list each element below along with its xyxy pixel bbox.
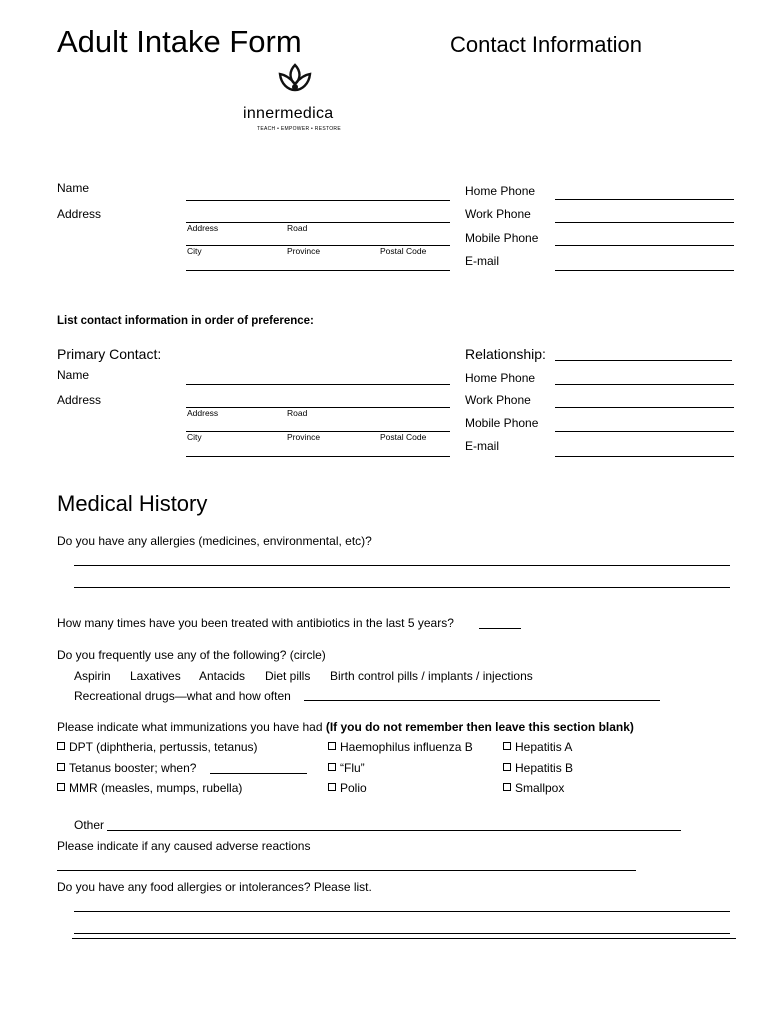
checkbox-smallpox[interactable] xyxy=(503,783,511,791)
checkbox-hepatitis-b[interactable] xyxy=(503,763,511,771)
primary-contact-label: Primary Contact: xyxy=(57,346,162,362)
primary-work-phone-label: Work Phone xyxy=(465,393,531,407)
adverse-reactions-question: Please indicate if any caused adverse reactions xyxy=(57,839,311,853)
section-title-contact: Contact Information xyxy=(450,32,642,57)
email-label: E-mail xyxy=(465,254,500,268)
vaccine-tetanus[interactable] xyxy=(57,761,196,775)
item-laxatives[interactable]: Laxatives xyxy=(130,669,181,683)
primary-sub-label-city: City xyxy=(187,432,202,442)
vaccine-hepatitis-a-label: Hepatitis A xyxy=(515,740,573,754)
brand-name: innermedica xyxy=(243,105,334,122)
vaccine-smallpox-label: Smallpox xyxy=(515,781,565,795)
item-birth-control[interactable]: Birth control pills / implants / injections xyxy=(330,669,533,683)
primary-address-field[interactable] xyxy=(186,407,450,408)
other-field[interactable] xyxy=(107,830,681,831)
adverse-reactions-field[interactable] xyxy=(57,870,636,871)
page-title: Adult Intake Form xyxy=(57,24,302,59)
primary-home-phone-field[interactable] xyxy=(555,384,734,385)
sub-label-province: Province xyxy=(287,246,321,256)
food-allergies-question: Do you have any food allergies or intolerances? Please list. xyxy=(57,880,372,894)
vaccine-smallpox[interactable] xyxy=(503,781,564,795)
checkbox-tetanus[interactable] xyxy=(57,763,65,771)
primary-sub-label-postal-code: Postal Code xyxy=(380,432,427,442)
sub-label-address: Address xyxy=(187,223,219,233)
checkbox-dpt[interactable] xyxy=(57,742,65,750)
antibiotics-question: How many times have you been treated with antibiotics in the last 5 years? xyxy=(57,616,454,630)
relationship-field[interactable] xyxy=(555,360,732,361)
email-field[interactable] xyxy=(555,270,734,271)
primary-sub-label-road: Road xyxy=(287,408,308,418)
home-phone-field[interactable] xyxy=(555,199,734,200)
vaccine-mmr-label: MMR (measles, mumps, rubella) xyxy=(69,781,243,795)
item-antacids[interactable]: Antacids xyxy=(199,669,246,683)
vaccine-flu-label: “Flu” xyxy=(340,761,365,775)
item-aspirin[interactable]: Aspirin xyxy=(74,669,111,683)
vaccine-polio[interactable] xyxy=(328,781,367,795)
frequent-use-question: Do you frequently use any of the following? (circle) xyxy=(57,648,326,662)
primary-postal-field[interactable] xyxy=(186,456,450,457)
recreational-drugs-label: Recreational drugs—what and how often xyxy=(74,689,291,703)
allergies-answer-line-1[interactable] xyxy=(74,565,730,566)
home-phone-label: Home Phone xyxy=(465,184,536,198)
immunizations-note: (If you do not remember then leave this section blank) xyxy=(325,720,634,734)
primary-email-field[interactable] xyxy=(555,456,734,457)
vaccine-mmr[interactable] xyxy=(57,781,242,795)
checkbox-mmr[interactable] xyxy=(57,783,65,791)
checkbox-flu[interactable] xyxy=(328,763,336,771)
vaccine-haemophilus[interactable] xyxy=(328,740,473,754)
vaccine-hepatitis-b[interactable] xyxy=(503,761,573,775)
vaccine-polio-label: Polio xyxy=(340,781,367,795)
sub-label-city: City xyxy=(187,246,202,256)
primary-mobile-phone-label: Mobile Phone xyxy=(465,416,539,430)
postal-field[interactable] xyxy=(186,270,450,271)
vaccine-dpt-label: DPT (diphtheria, pertussis, tetanus) xyxy=(69,740,258,754)
work-phone-field[interactable] xyxy=(555,222,734,223)
preference-instruction: List contact information in order of preference: xyxy=(57,315,314,327)
food-allergies-line-2[interactable] xyxy=(74,933,730,934)
primary-home-phone-label: Home Phone xyxy=(465,371,536,385)
primary-name-label: Name xyxy=(57,368,90,382)
mobile-phone-label: Mobile Phone xyxy=(465,231,539,245)
address-label: Address xyxy=(57,207,102,221)
work-phone-label: Work Phone xyxy=(465,207,531,221)
checkbox-haemophilus[interactable] xyxy=(328,742,336,750)
vaccine-dpt[interactable] xyxy=(57,740,258,754)
checkbox-polio[interactable] xyxy=(328,783,336,791)
allergies-answer-line-2[interactable] xyxy=(74,587,730,588)
primary-email-label: E-mail xyxy=(465,439,500,453)
vaccine-haemophilus-label: Haemophilus influenza B xyxy=(340,740,473,754)
immunizations-question-text: Please indicate what immunizations you have had xyxy=(57,720,323,734)
checkbox-hepatitis-a[interactable] xyxy=(503,742,511,750)
food-allergies-line-3[interactable] xyxy=(72,938,736,939)
immunizations-question xyxy=(57,720,634,734)
name-field[interactable] xyxy=(186,200,450,201)
allergies-question: Do you have any allergies (medicines, environmental, etc)? xyxy=(57,534,372,548)
vaccine-hepatitis-b-label: Hepatitis B xyxy=(515,761,574,775)
primary-work-phone-field[interactable] xyxy=(555,407,734,408)
relationship-label: Relationship: xyxy=(465,346,546,362)
item-diet-pills[interactable]: Diet pills xyxy=(265,669,311,683)
primary-mobile-phone-field[interactable] xyxy=(555,431,734,432)
name-label: Name xyxy=(57,181,90,195)
primary-sub-label-address: Address xyxy=(187,408,219,418)
primary-name-field[interactable] xyxy=(186,384,450,385)
primary-sub-label-province: Province xyxy=(287,432,321,442)
recreational-drugs-field[interactable] xyxy=(304,700,660,701)
brand-tagline: TEACH • EMPOWER • RESTORE xyxy=(257,126,341,132)
brand-logo xyxy=(240,62,352,138)
tetanus-when-field[interactable] xyxy=(210,773,307,774)
address-field[interactable] xyxy=(186,222,450,223)
food-allergies-line-1[interactable] xyxy=(74,911,730,912)
primary-address-label: Address xyxy=(57,393,102,407)
sub-label-road: Road xyxy=(287,223,308,233)
vaccine-tetanus-label: Tetanus booster; when? xyxy=(69,761,197,775)
lotus-logo-icon xyxy=(276,62,314,96)
antibiotics-count-field[interactable] xyxy=(479,628,521,629)
medical-history-heading: Medical History xyxy=(57,491,208,516)
mobile-phone-field[interactable] xyxy=(555,245,734,246)
vaccine-hepatitis-a[interactable] xyxy=(503,740,572,754)
vaccine-flu[interactable] xyxy=(328,761,365,775)
other-label: Other xyxy=(74,818,105,832)
sub-label-postal-code: Postal Code xyxy=(380,246,427,256)
